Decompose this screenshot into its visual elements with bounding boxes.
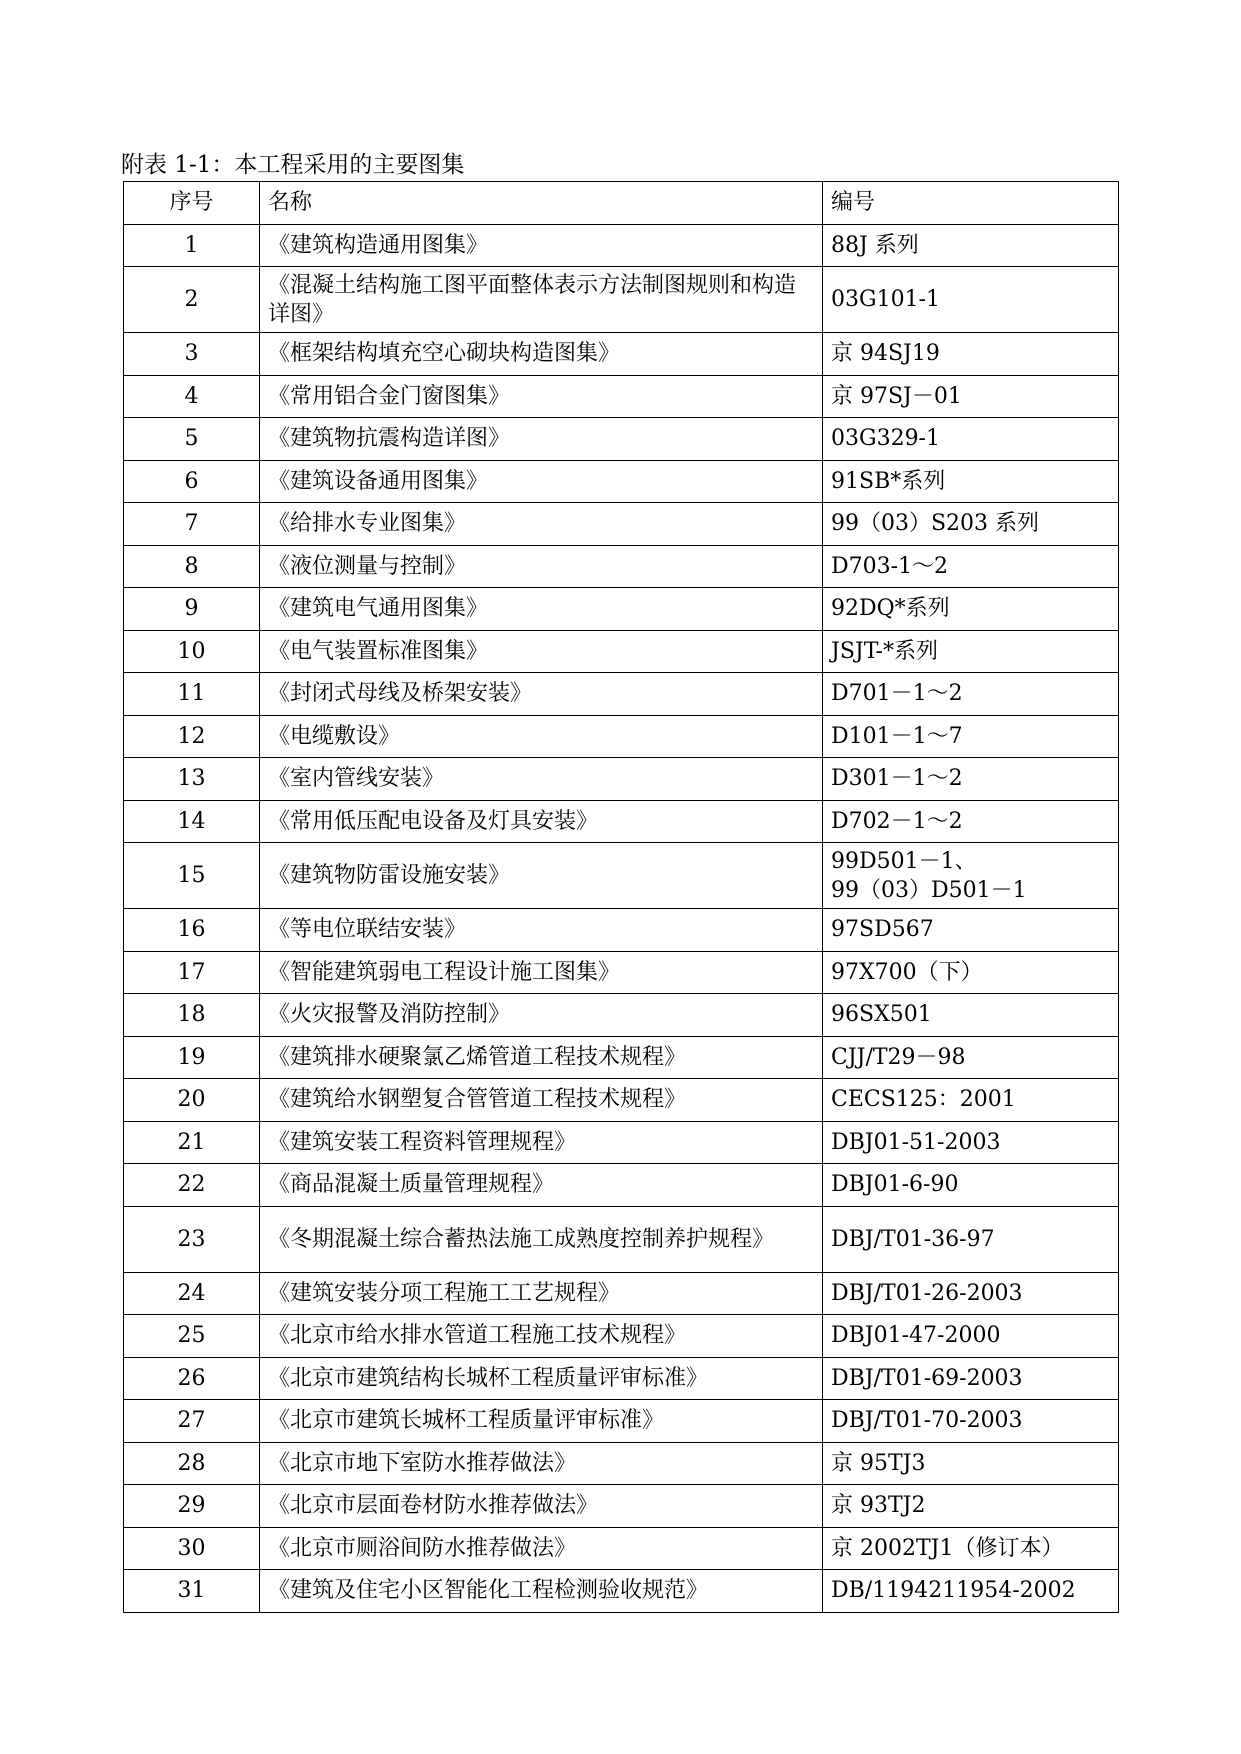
atlas-name: 《建筑排水硬聚氯乙烯管道工程技术规程》 <box>260 1036 823 1079</box>
row-number: 1 <box>124 224 260 267</box>
atlas-code <box>823 418 1119 461</box>
atlas-code <box>823 375 1119 418</box>
atlas-code <box>823 758 1119 801</box>
atlas-code-line: 96SX501 <box>831 1002 932 1028</box>
atlas-code-line: DBJ/T01-36-97 <box>831 1226 995 1252</box>
header-no: 序号 <box>124 182 260 225</box>
table-row <box>124 418 1119 461</box>
atlas-code <box>823 588 1119 631</box>
row-number: 9 <box>124 588 260 631</box>
row-number: 10 <box>124 630 260 673</box>
table-row <box>124 1527 1119 1570</box>
row-number: 2 <box>124 267 260 333</box>
atlas-code <box>823 333 1119 376</box>
atlas-code-line: DBJ01-47-2000 <box>831 1323 1001 1349</box>
table-row <box>124 1206 1119 1272</box>
row-number: 13 <box>124 758 260 801</box>
atlas-code-line: CJJ/T29－98 <box>831 1044 966 1070</box>
row-number: 16 <box>124 909 260 952</box>
row-number: 31 <box>124 1570 260 1613</box>
header-code: 编号 <box>823 182 1119 225</box>
atlas-name: 《液位测量与控制》 <box>260 545 823 588</box>
atlas-code-line: 03G101-1 <box>831 287 940 312</box>
atlas-code-line: DBJ01-51-2003 <box>831 1129 1001 1155</box>
table-row <box>124 800 1119 843</box>
row-number: 15 <box>124 843 260 909</box>
row-number: 14 <box>124 800 260 843</box>
atlas-name: 《建筑及住宅小区智能化工程检测验收规范》 <box>260 1570 823 1613</box>
atlas-code-line: 京 95TJ3 <box>831 1450 926 1476</box>
row-number: 6 <box>124 460 260 503</box>
atlas-code-line: 91SB*系列 <box>831 468 946 494</box>
atlas-code-line: D101－1～7 <box>831 723 963 749</box>
atlas-code-line: 京 93TJ2 <box>831 1493 926 1519</box>
atlas-name: 《室内管线安装》 <box>260 758 823 801</box>
atlas-code-line: D701－1～2 <box>831 681 963 707</box>
table-row <box>124 673 1119 716</box>
atlas-code <box>823 673 1119 716</box>
table-row <box>124 1570 1119 1613</box>
atlas-name: 《框架结构填充空心砌块构造图集》 <box>260 333 823 376</box>
table-row <box>124 843 1119 909</box>
row-number: 28 <box>124 1442 260 1485</box>
atlas-name: 《冬期混凝土综合蓄热法施工成熟度控制养护规程》 <box>260 1206 823 1272</box>
row-number: 8 <box>124 545 260 588</box>
atlas-code <box>823 1121 1119 1164</box>
table-row <box>124 1400 1119 1443</box>
atlas-code <box>823 1527 1119 1570</box>
atlas-code-line: 88J 系列 <box>831 232 919 258</box>
atlas-name: 《建筑给水钢塑复合管管道工程技术规程》 <box>260 1079 823 1122</box>
row-number: 24 <box>124 1272 260 1315</box>
atlas-code-line: 99（03）D501－1 <box>831 877 1027 903</box>
atlas-code-line: 99（03）S203 系列 <box>831 511 1040 537</box>
atlas-code <box>823 909 1119 952</box>
atlas-name: 《建筑设备通用图集》 <box>260 460 823 503</box>
atlas-code <box>823 1442 1119 1485</box>
atlas-name: 《建筑构造通用图集》 <box>260 224 823 267</box>
atlas-code-line: CECS125：2001 <box>831 1087 1016 1113</box>
atlas-code <box>823 1570 1119 1613</box>
atlas-code-line: D703-1～2 <box>831 553 949 579</box>
row-number: 7 <box>124 503 260 546</box>
atlas-name: 《常用低压配电设备及灯具安装》 <box>260 800 823 843</box>
atlas-code <box>823 1400 1119 1443</box>
table-row <box>124 1272 1119 1315</box>
table-row <box>124 1121 1119 1164</box>
atlas-name: 《智能建筑弱电工程设计施工图集》 <box>260 951 823 994</box>
atlas-name: 《北京市层面卷材防水推荐做法》 <box>260 1485 823 1528</box>
atlas-code <box>823 267 1119 333</box>
atlas-name: 《商品混凝土质量管理规程》 <box>260 1164 823 1207</box>
atlas-name: 《建筑电气通用图集》 <box>260 588 823 631</box>
table-row <box>124 630 1119 673</box>
atlas-name: 《北京市建筑结构长城杯工程质量评审标准》 <box>260 1357 823 1400</box>
table-row <box>124 545 1119 588</box>
row-number: 22 <box>124 1164 260 1207</box>
atlas-code-line: 京 2002TJ1（修订本） <box>831 1535 1064 1561</box>
row-number: 29 <box>124 1485 260 1528</box>
atlas-code <box>823 800 1119 843</box>
header-name: 名称 <box>260 182 823 225</box>
atlas-code <box>823 715 1119 758</box>
atlas-code-line: DBJ01-6-90 <box>831 1172 959 1198</box>
row-number: 12 <box>124 715 260 758</box>
atlas-name: 《北京市厕浴间防水推荐做法》 <box>260 1527 823 1570</box>
atlas-name: 《封闭式母线及桥架安装》 <box>260 673 823 716</box>
row-number: 11 <box>124 673 260 716</box>
row-number: 17 <box>124 951 260 994</box>
row-number: 18 <box>124 994 260 1037</box>
atlas-code <box>823 460 1119 503</box>
table-row <box>124 460 1119 503</box>
atlas-code-line: 97SD567 <box>831 917 934 943</box>
atlas-code <box>823 994 1119 1037</box>
atlas-code <box>823 224 1119 267</box>
row-number: 26 <box>124 1357 260 1400</box>
row-number: 20 <box>124 1079 260 1122</box>
atlas-name: 《混凝土结构施工图平面整体表示方法制图规则和构造详图》 <box>260 267 823 333</box>
table-header-row <box>124 182 1119 225</box>
atlas-code-line: 京 97SJ－01 <box>831 383 962 409</box>
atlas-code <box>823 1164 1119 1207</box>
table-row <box>124 333 1119 376</box>
atlas-code-line: 97X700（下） <box>831 959 983 985</box>
atlas-code-line: 99D501－1、 <box>831 848 977 874</box>
atlas-name: 《火灾报警及消防控制》 <box>260 994 823 1037</box>
atlas-name: 《建筑安装工程资料管理规程》 <box>260 1121 823 1164</box>
row-number: 23 <box>124 1206 260 1272</box>
atlas-code-line: DBJ/T01-70-2003 <box>831 1408 1023 1434</box>
atlas-name: 《常用铝合金门窗图集》 <box>260 375 823 418</box>
table-row <box>124 503 1119 546</box>
atlas-code <box>823 951 1119 994</box>
atlas-code <box>823 1272 1119 1315</box>
table-row <box>124 909 1119 952</box>
atlas-code <box>823 1206 1119 1272</box>
atlas-code <box>823 1357 1119 1400</box>
atlas-code-line: 京 94SJ19 <box>831 341 940 367</box>
atlas-name: 《建筑物抗震构造详图》 <box>260 418 823 461</box>
atlas-code-line: D702－1～2 <box>831 808 963 834</box>
atlas-code-line: DBJ/T01-26-2003 <box>831 1280 1023 1306</box>
atlas-code-line: 92DQ*系列 <box>831 596 950 622</box>
atlas-code <box>823 1079 1119 1122</box>
row-number: 19 <box>124 1036 260 1079</box>
atlas-name: 《给排水专业图集》 <box>260 503 823 546</box>
atlas-name: 《建筑安装分项工程施工工艺规程》 <box>260 1272 823 1315</box>
row-number: 27 <box>124 1400 260 1443</box>
atlas-code <box>823 843 1119 909</box>
row-number: 25 <box>124 1315 260 1358</box>
table-row <box>124 375 1119 418</box>
atlas-code-line: JSJT-*系列 <box>831 638 938 664</box>
atlas-code-line: D301－1～2 <box>831 766 963 792</box>
table-row <box>124 1442 1119 1485</box>
atlas-code-line: 03G329-1 <box>831 426 940 452</box>
table-row <box>124 1079 1119 1122</box>
atlas-code <box>823 545 1119 588</box>
table-row <box>124 1036 1119 1079</box>
atlas-table <box>123 181 1119 1613</box>
table-row <box>124 994 1119 1037</box>
atlas-code <box>823 630 1119 673</box>
row-number: 21 <box>124 1121 260 1164</box>
atlas-name: 《电气装置标准图集》 <box>260 630 823 673</box>
table-row <box>124 588 1119 631</box>
atlas-code-line: DBJ/T01-69-2003 <box>831 1365 1023 1391</box>
atlas-name: 《等电位联结安装》 <box>260 909 823 952</box>
atlas-name: 《北京市建筑长城杯工程质量评审标准》 <box>260 1400 823 1443</box>
table-row <box>124 1357 1119 1400</box>
table-row <box>124 1485 1119 1528</box>
table-row <box>124 758 1119 801</box>
atlas-code <box>823 1315 1119 1358</box>
table-row <box>124 1164 1119 1207</box>
row-number: 5 <box>124 418 260 461</box>
table-body <box>124 224 1119 1612</box>
atlas-name: 《北京市给水排水管道工程施工技术规程》 <box>260 1315 823 1358</box>
table-row <box>124 267 1119 333</box>
row-number: 30 <box>124 1527 260 1570</box>
atlas-name: 《北京市地下室防水推荐做法》 <box>260 1442 823 1485</box>
atlas-name: 《电缆敷设》 <box>260 715 823 758</box>
atlas-code-line: DB/1194211954-2002 <box>831 1578 1076 1604</box>
atlas-code <box>823 503 1119 546</box>
atlas-name: 《建筑物防雷设施安装》 <box>260 843 823 909</box>
atlas-code <box>823 1036 1119 1079</box>
table-caption: 附表 1-1：本工程采用的主要图集 <box>121 152 465 178</box>
table-row <box>124 951 1119 994</box>
table-row <box>124 715 1119 758</box>
table-row <box>124 1315 1119 1358</box>
row-number: 3 <box>124 333 260 376</box>
row-number: 4 <box>124 375 260 418</box>
atlas-code <box>823 1485 1119 1528</box>
table-row <box>124 224 1119 267</box>
